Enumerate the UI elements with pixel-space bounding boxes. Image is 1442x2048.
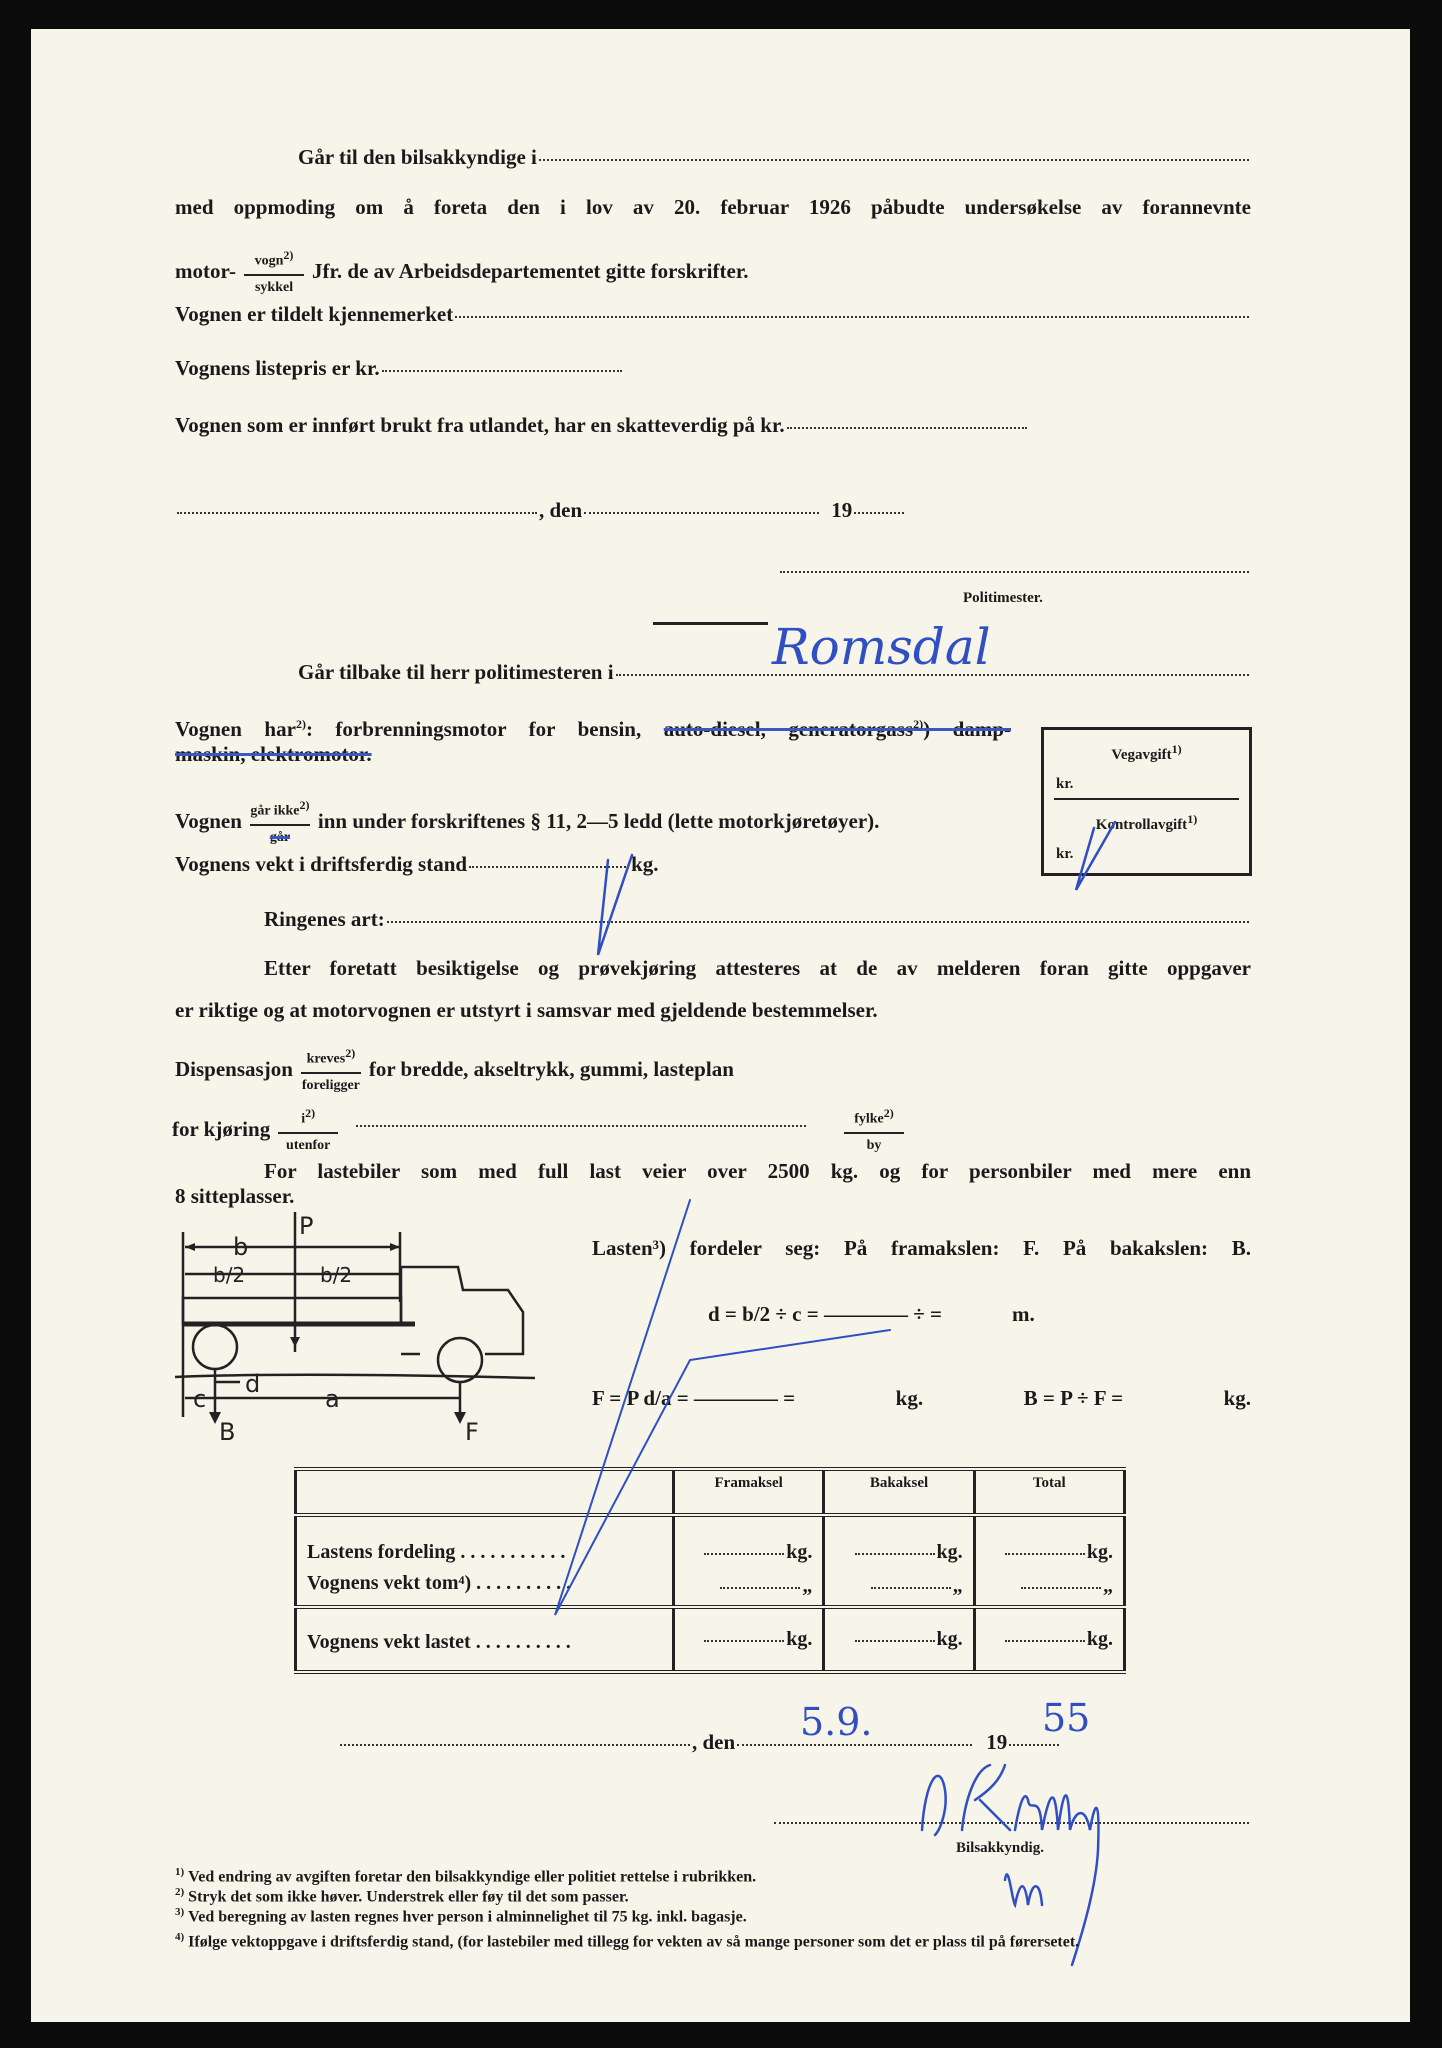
return-label: Går tilbake til herr politimesteren i	[298, 660, 614, 684]
attest-line-2: er riktige og at motorvognen er utstyrt i samsvar med gjeldende bestemmelser.	[175, 998, 878, 1022]
cell-unit: „	[952, 1575, 963, 1597]
motor-top: vogn	[254, 253, 284, 269]
year-prefix: 19	[831, 498, 853, 522]
label-F: F	[465, 1418, 479, 1446]
dispensation-text: for bredde, akseltrykk, gummi, lasteplan	[368, 1056, 734, 1081]
category-prefix: Vognen	[175, 808, 242, 833]
police-chief-label: Politimester.	[963, 590, 1043, 606]
b-unit: kg.	[1223, 1386, 1251, 1410]
cell-unit: „	[802, 1575, 813, 1597]
category-text: inn under forskriftenes § 11, 2—5 ledd (lette motorkjøretøyer).	[317, 808, 880, 833]
column-header: Total	[974, 1469, 1124, 1515]
label-b-half: b/2	[320, 1263, 353, 1287]
footnote-ref: 2)	[283, 248, 294, 262]
d-formula-text: d = b/2 ÷ c = ———— ÷ =	[708, 1302, 942, 1326]
d-unit: m.	[1011, 1302, 1035, 1326]
f-formula-text: F = P d/a = ———— =	[592, 1386, 796, 1410]
label-B: B	[219, 1418, 236, 1446]
footnote-ref: 2)	[299, 798, 310, 812]
footnote-ref: 1)	[1187, 812, 1198, 826]
check-stroke-icon	[555, 1200, 890, 1615]
struck-option: maskin, elektromotor.	[175, 742, 372, 766]
cell-unit: kg.	[786, 1628, 813, 1650]
cell-unit: kg.	[1086, 1628, 1113, 1650]
footnote-text: Ved endring av avgiften foretar den bilsakkyndige eller politiet rettelse i rubrikken.	[188, 1868, 757, 1886]
driving-prefix: for kjøring	[172, 1116, 271, 1141]
request-line: med oppmoding om å foreta den i lov av 20. februar 1926 påbudte undersøkelse av forannevnte	[175, 195, 1251, 219]
drive-bottom: utenfor	[286, 1137, 331, 1153]
motor-prefix: motor-	[175, 258, 237, 283]
road-fee-text: Vegavgift	[1111, 747, 1172, 763]
footnote-ref: 2)	[883, 1106, 894, 1120]
weight-unit: kg.	[631, 852, 659, 876]
label-b-half: b/2	[213, 1263, 246, 1287]
column-header: Framaksel	[674, 1469, 824, 1515]
regulations-text: Jfr. de av Arbeidsdepartementet gitte forskrifter.	[312, 258, 749, 283]
cell-unit: kg.	[786, 1541, 813, 1563]
label-P: P	[299, 1212, 314, 1240]
label-d: d	[245, 1370, 261, 1398]
f-unit: kg.	[895, 1386, 924, 1410]
expert-title: Bilsakkyndig.	[956, 1840, 1044, 1856]
struck-text: damp-	[952, 717, 1011, 741]
footnote-ref: 2)	[913, 717, 924, 731]
control-fee-kr[interactable]: kr.	[1056, 846, 1074, 862]
trucks-line-2: 8 sitteplasser.	[175, 1184, 295, 1208]
footnote-ref: 1)	[1171, 742, 1182, 756]
footnote-ref: 2)	[295, 717, 306, 731]
engine-prefix: Vognen har	[175, 717, 296, 741]
footnote-text: Ifølge vektoppgave i driftsferdig stand, (for lastebiler med tillegg for vekten av så mange personer som det er plass til på førersetet.	[188, 1933, 1080, 1951]
category-bottom: går	[269, 829, 291, 845]
disp-bottom: foreligger	[301, 1077, 360, 1093]
footnote-number: 4)	[175, 1931, 185, 1943]
handwritten-year: 55	[1042, 1696, 1091, 1740]
checkmark-icon	[1076, 822, 1115, 890]
attest-line-1: Etter foretatt besiktigelse og prøvekjøring attesteres at de av melderen foran gitte oppgaver	[264, 956, 1251, 980]
handwritten-place: Romsdal	[772, 618, 991, 676]
list-price-label: Vognens listepris er kr.	[175, 356, 380, 380]
footnote	[175, 1906, 1251, 1926]
cell-unit: kg.	[936, 1541, 963, 1563]
struck-text: auto-diesel, generatorgass	[663, 717, 914, 741]
footnote-number: 2)	[175, 1886, 185, 1898]
engine-fuel: : forbrenningsmotor for bensin,	[305, 717, 642, 741]
send-to-expert-label: Går til den bilsakkyndige i	[298, 145, 537, 169]
footnote-ref: 2)	[305, 1106, 316, 1120]
footnote	[175, 1886, 1251, 1906]
registration-label: Vognen er tildelt kjennemerket	[175, 302, 454, 326]
footnote	[175, 1927, 1251, 1952]
import-value-label: Vognen som er innført brukt fra utlandet, har en skatteverdig på kr.	[175, 413, 785, 437]
footnote-number: 3)	[175, 1906, 185, 1918]
cell-unit: „	[1103, 1575, 1113, 1597]
den-label: , den	[539, 498, 583, 522]
checkmark-icon	[598, 855, 632, 955]
weight-label: Vognens vekt i driftsferdig stand	[175, 852, 468, 876]
label-c: c	[193, 1385, 207, 1413]
disp-top: kreves	[306, 1051, 346, 1067]
row-label: Vognens vekt lastet . . . . . . . . . .	[296, 1607, 674, 1672]
row-label: Lastens fordeling . . . . . . . . . . .	[296, 1515, 674, 1568]
control-fee-text: Kontrollavgift	[1095, 817, 1188, 833]
den-label: , den	[692, 1730, 736, 1754]
footnote-ref: 2)	[345, 1046, 356, 1060]
struck-option: auto-diesel, generatorgass$^{2)}$) damp-	[663, 717, 1011, 741]
column-header: Bakaksel	[824, 1469, 974, 1515]
trucks-line-1: For lastebiler som med full last veier over 2500 kg. og for personbiler med mere enn	[264, 1159, 1251, 1183]
label-b: b	[233, 1233, 249, 1261]
b-formula-text: B = P ÷ F =	[1023, 1386, 1124, 1410]
footnote-text: Ved beregning av lasten regnes hver person i alminnelighet til 75 kg. inkl. bagasje.	[188, 1908, 747, 1926]
cell-unit: kg.	[936, 1628, 963, 1650]
county-top: fylke	[854, 1111, 884, 1127]
motor-bottom: sykkel	[254, 279, 294, 295]
footnote	[175, 1866, 1251, 1886]
drive-top: i	[301, 1111, 306, 1127]
year-prefix: 19	[986, 1730, 1008, 1754]
row-label: Vognens vekt tom⁴) . . . . . . . . . .	[296, 1568, 674, 1607]
tyres-label: Ringenes art:	[264, 907, 385, 931]
county-bottom: by	[866, 1137, 882, 1153]
road-fee-kr[interactable]: kr.	[1056, 776, 1074, 792]
footnote-number: 1)	[175, 1866, 185, 1878]
cell-unit: kg.	[1086, 1541, 1113, 1563]
handwritten-date: 5.9.	[800, 1700, 873, 1744]
label-a: a	[325, 1385, 340, 1413]
load-split-text: Lasten³) fordeler seg: På framakslen: F. På bakakslen: B.	[592, 1236, 1251, 1260]
category-top: går ikke	[250, 803, 300, 819]
dispensation-prefix: Dispensasjon	[175, 1056, 293, 1081]
footnote-text: Stryk det som ikke høver. Understrek eller føy til det som passer.	[188, 1888, 629, 1906]
